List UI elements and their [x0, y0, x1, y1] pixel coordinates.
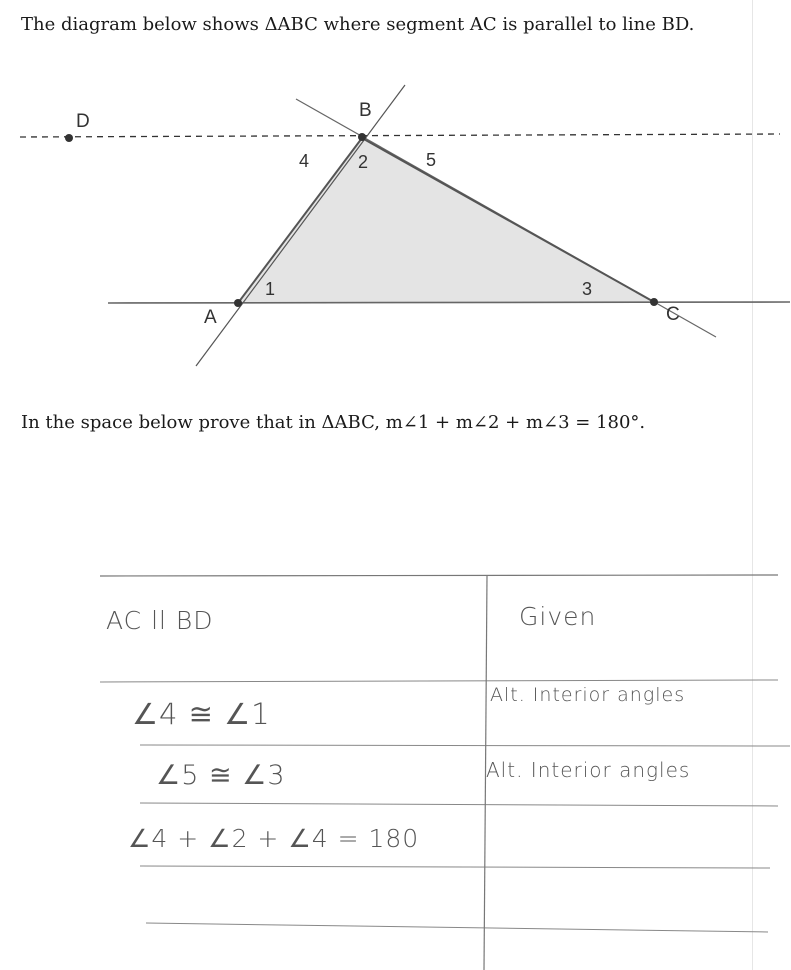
angle-label-1: 1 — [265, 279, 276, 299]
proof-reason-2: Alt. Interior angles — [490, 684, 686, 706]
table-row-rule-2 — [140, 745, 790, 746]
table-row-rule-1 — [100, 680, 778, 682]
angle-label-5: 5 — [426, 150, 437, 170]
table-row-rule-5 — [146, 923, 768, 932]
angle-label-4: 4 — [299, 151, 310, 171]
proof-statement-1: AC ll BD — [106, 606, 214, 635]
label-b: B — [359, 100, 372, 121]
table-top-rule — [100, 575, 778, 576]
point-c — [650, 298, 658, 306]
table-row-rule-3 — [140, 803, 778, 806]
line-bd-dashed — [20, 134, 780, 137]
problem-intro-text: The diagram below shows ΔABC where segment AC is parallel to line BD. — [21, 14, 695, 35]
proof-statement-4: ∠4 + ∠2 + ∠4 = 180 — [128, 824, 420, 853]
point-b — [358, 133, 366, 141]
point-a — [234, 299, 242, 307]
angle-label-2: 2 — [358, 152, 369, 172]
proof-statement-2: ∠4 ≅ ∠1 — [132, 697, 271, 731]
angle-label-3: 3 — [582, 279, 593, 299]
proof-statement-3: ∠5 ≅ ∠3 — [156, 760, 286, 791]
proof-task-text: In the space below prove that in ΔABC, m∠1 + m∠2 + m∠3 = 180°. — [21, 412, 646, 433]
label-a: A — [204, 307, 217, 328]
label-c: C — [666, 304, 680, 325]
line-ac — [108, 302, 790, 303]
proof-reason-1: Given — [519, 602, 597, 631]
point-d — [65, 134, 73, 142]
proof-reason-3: Alt. Interior angles — [486, 758, 691, 782]
label-d: D — [76, 111, 90, 132]
table-row-rule-4 — [140, 866, 770, 868]
